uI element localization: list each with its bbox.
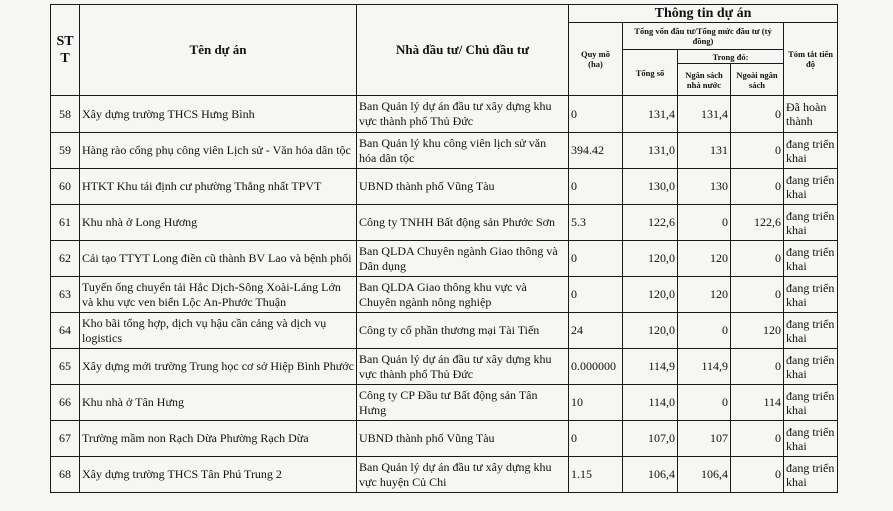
cell-status: Đã hoàn thành (784, 96, 838, 133)
cell-state-budget: 107 (678, 421, 731, 457)
header-project-name: Tên dự án (80, 5, 357, 96)
header-progress-summary: Tóm tắt tiến độ (784, 23, 838, 96)
cell-stt: 65 (51, 349, 80, 385)
header-scale: Quy mô (ha) (569, 23, 623, 96)
cell-non-state-budget: 0 (731, 241, 784, 277)
table-row (51, 169, 838, 205)
table-row (51, 385, 838, 421)
cell-investor: UBND thành phố Vũng Tàu (357, 169, 569, 205)
cell-stt: 60 (51, 169, 80, 205)
cell-state-budget: 0 (678, 313, 731, 349)
cell-project-name: Khu nhà ở Long Hương (80, 205, 357, 241)
cell-total: 106,4 (623, 457, 678, 493)
cell-scale: 0 (569, 277, 623, 313)
cell-state-budget: 0 (678, 385, 731, 421)
cell-non-state-budget: 0 (731, 133, 784, 169)
cell-scale: 24 (569, 313, 623, 349)
cell-investor: Ban QLDA Giao thông khu vực và Chuyên ngành nông nghiệp (357, 277, 569, 313)
cell-non-state-budget: 0 (731, 349, 784, 385)
table-row (51, 421, 838, 457)
cell-project-name: Xây dựng mới trường Trung học cơ sở Hiệp Bình Phước (80, 349, 357, 385)
cell-scale: 1.15 (569, 457, 623, 493)
cell-status: đang triển khai (784, 277, 838, 313)
table-row (51, 133, 838, 169)
header-state-budget: Ngân sách nhà nước (678, 64, 731, 96)
cell-state-budget: 131,4 (678, 96, 731, 133)
cell-state-budget: 131 (678, 133, 731, 169)
cell-project-name: Xây dựng trường THCS Hưng Bình (80, 96, 357, 133)
cell-investor: UBND thành phố Vũng Tàu (357, 421, 569, 457)
cell-stt: 67 (51, 421, 80, 457)
header-total-capital: Tổng vốn đầu tư/Tổng mức đầu tư (tỷ đồng) (623, 23, 784, 50)
cell-investor: Ban Quản lý dự án đầu tư xây dựng khu vực huyện Củ Chi (357, 457, 569, 493)
cell-scale: 10 (569, 385, 623, 421)
header-investor: Nhà đầu tư/ Chủ đầu tư (357, 5, 569, 96)
cell-total: 114,0 (623, 385, 678, 421)
cell-investor: Công ty TNHH Bất động sản Phước Sơn (357, 205, 569, 241)
cell-status: đang triển khai (784, 205, 838, 241)
cell-project-name: HTKT Khu tái định cư phường Thắng nhất TPVT (80, 169, 357, 205)
cell-investor: Công ty CP Đầu tư Bất động sản Tân Hưng (357, 385, 569, 421)
cell-non-state-budget: 0 (731, 421, 784, 457)
cell-stt: 63 (51, 277, 80, 313)
cell-stt: 66 (51, 385, 80, 421)
cell-status: đang triển khai (784, 421, 838, 457)
cell-total: 107,0 (623, 421, 678, 457)
cell-status: đang triển khai (784, 133, 838, 169)
cell-project-name: Kho bãi tổng hợp, dịch vụ hậu cần cảng và dịch vụ logistics (80, 313, 357, 349)
cell-project-name: Cải tạo TTYT Long điền cũ thành BV Lao và bệnh phổi (80, 241, 357, 277)
cell-status: đang triển khai (784, 349, 838, 385)
cell-state-budget: 120 (678, 277, 731, 313)
cell-project-name: Hàng rào cổng phụ công viên Lịch sử - Văn hóa dân tộc (80, 133, 357, 169)
cell-state-budget: 106,4 (678, 457, 731, 493)
cell-non-state-budget: 0 (731, 96, 784, 133)
table-row (51, 457, 838, 493)
cell-non-state-budget: 120 (731, 313, 784, 349)
cell-scale: 5.3 (569, 205, 623, 241)
cell-total: 130,0 (623, 169, 678, 205)
cell-investor: Ban QLDA Chuyên ngành Giao thông và Dân dụng (357, 241, 569, 277)
table-row (51, 277, 838, 313)
cell-status: đang triển khai (784, 169, 838, 205)
cell-investor: Ban Quản lý dự án đầu tư xây dựng khu vực thành phố Thủ Đức (357, 96, 569, 133)
cell-investor: Ban Quản lý dự án đầu tư xây dựng khu vực thành phố Thủ Đức (357, 349, 569, 385)
cell-project-name: Khu nhà ở Tân Hưng (80, 385, 357, 421)
header-total: Tổng số (623, 50, 678, 96)
cell-total: 122,6 (623, 205, 678, 241)
table-row (51, 313, 838, 349)
header-of-which: Trong đó: (678, 50, 784, 64)
table-row (51, 349, 838, 385)
cell-stt: 61 (51, 205, 80, 241)
cell-scale: 0 (569, 96, 623, 133)
cell-status: đang triển khai (784, 313, 838, 349)
cell-status: đang triển khai (784, 241, 838, 277)
cell-investor: Ban Quản lý khu công viên lịch sử văn hóa dân tộc (357, 133, 569, 169)
cell-total: 120,0 (623, 313, 678, 349)
cell-total: 120,0 (623, 277, 678, 313)
table-row (51, 241, 838, 277)
cell-state-budget: 130 (678, 169, 731, 205)
cell-state-budget: 0 (678, 205, 731, 241)
cell-total: 114,9 (623, 349, 678, 385)
header-stt: ST T (51, 5, 80, 96)
cell-project-name: Tuyến ống chuyển tải Hắc Dịch-Sông Xoài-Láng Lớn và khu vực ven biển Lộc An-Phước Thuận (80, 277, 357, 313)
cell-non-state-budget: 114 (731, 385, 784, 421)
cell-project-name: Trường mầm non Rạch Dừa Phường Rạch Dừa (80, 421, 357, 457)
cell-stt: 59 (51, 133, 80, 169)
table-body (51, 96, 838, 493)
cell-total: 131,0 (623, 133, 678, 169)
table-row (51, 96, 838, 133)
cell-total: 131,4 (623, 96, 678, 133)
cell-status: đang triển khai (784, 457, 838, 493)
cell-stt: 58 (51, 96, 80, 133)
cell-stt: 68 (51, 457, 80, 493)
cell-non-state-budget: 0 (731, 169, 784, 205)
cell-total: 120,0 (623, 241, 678, 277)
cell-scale: 0 (569, 421, 623, 457)
cell-state-budget: 114,9 (678, 349, 731, 385)
header-non-state-budget: Ngoài ngân sách (731, 64, 784, 96)
cell-non-state-budget: 0 (731, 457, 784, 493)
cell-status: đang triển khai (784, 385, 838, 421)
cell-scale: 0 (569, 241, 623, 277)
cell-investor: Công ty cổ phần thương mại Tài Tiến (357, 313, 569, 349)
cell-state-budget: 120 (678, 241, 731, 277)
cell-scale: 394.42 (569, 133, 623, 169)
cell-stt: 62 (51, 241, 80, 277)
header-project-info: Thông tin dự án (569, 5, 838, 23)
cell-project-name: Xây dựng trường THCS Tân Phú Trung 2 (80, 457, 357, 493)
cell-stt: 64 (51, 313, 80, 349)
cell-non-state-budget: 0 (731, 277, 784, 313)
table-row (51, 205, 838, 241)
cell-non-state-budget: 122,6 (731, 205, 784, 241)
project-table (50, 4, 838, 493)
cell-scale: 0.000000 (569, 349, 623, 385)
cell-scale: 0 (569, 169, 623, 205)
